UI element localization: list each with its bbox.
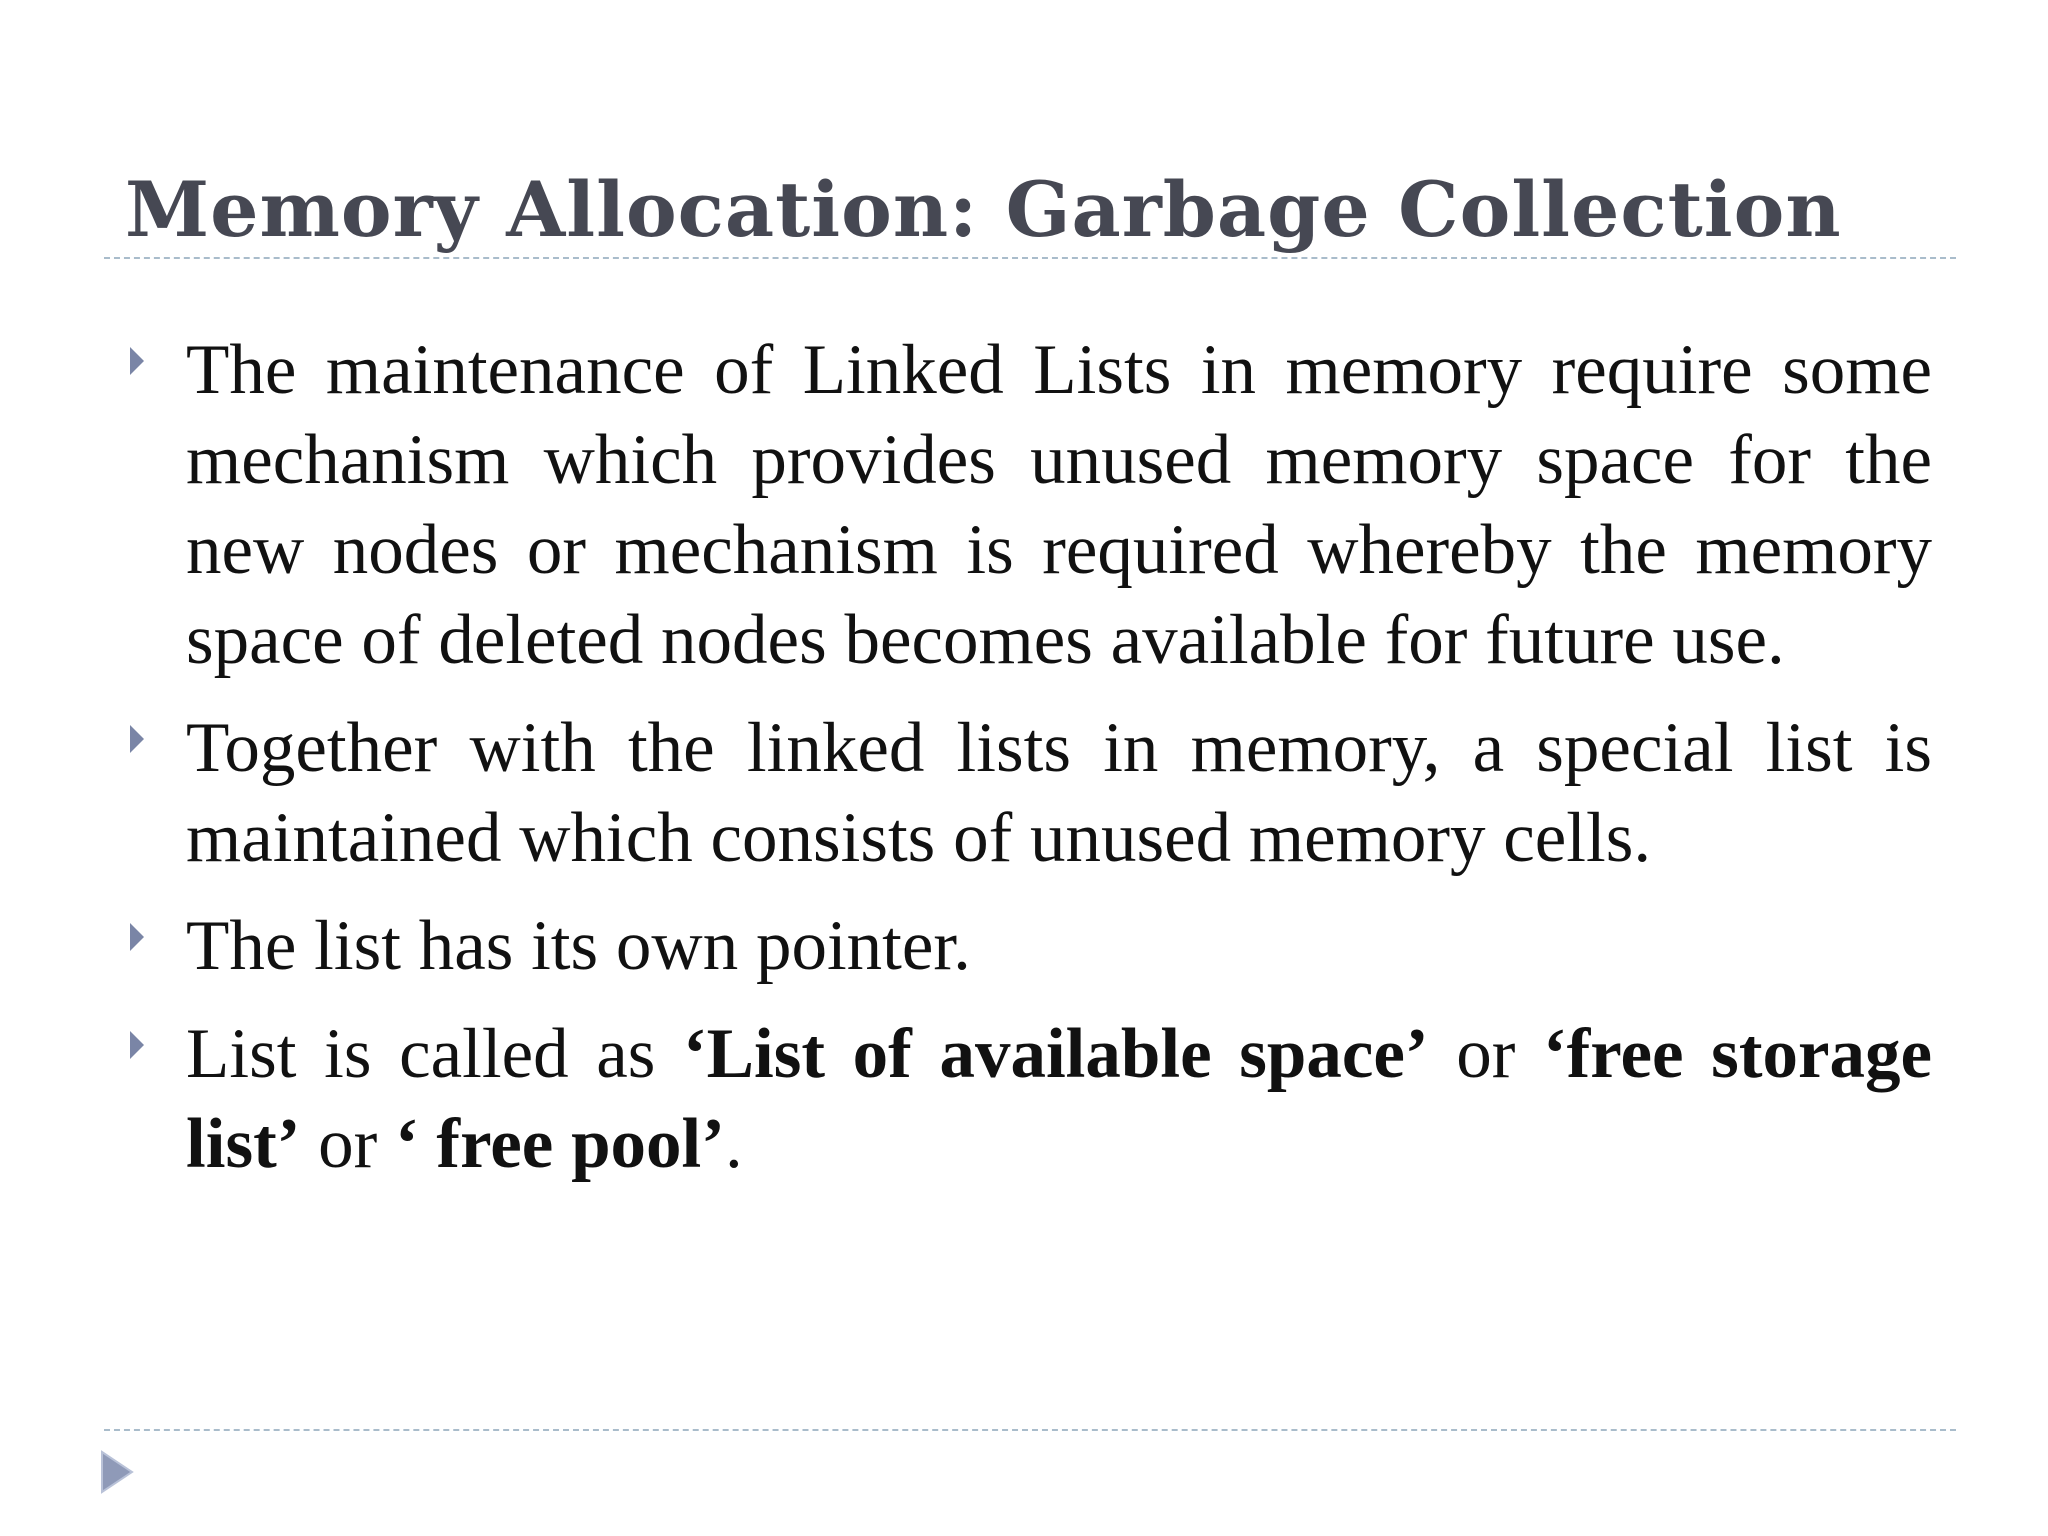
bold-term: ‘free storage list’ — [186, 1015, 1932, 1183]
triangle-right-icon — [130, 923, 144, 951]
triangle-right-icon — [130, 1031, 144, 1059]
bullet-text: The list has its own pointer. — [186, 907, 971, 985]
bullet-text: The maintenance of Linked Lists in memory require some mechanism which provides unused memory space for the new nodes or mechanism is required whereby the memory space of deleted nodes becomes available for future use. — [186, 331, 1932, 679]
text-run: List is called as — [186, 1015, 684, 1093]
slide-title: Memory Allocation: Garbage Collection — [125, 165, 1842, 254]
bold-term: ‘ free pool’ — [395, 1105, 725, 1183]
bullet-item — [120, 325, 1932, 685]
bullet-text: Together with the linked lists in memory, a special list is maintained which consists of unused memory cells. — [186, 709, 1932, 877]
text-run: or — [1428, 1015, 1543, 1093]
bullet-item — [120, 703, 1932, 883]
title-divider — [104, 257, 1956, 259]
bullet-list — [120, 325, 1932, 1207]
bold-term: ‘List of available space’ — [683, 1015, 1429, 1093]
footer-divider — [104, 1429, 1956, 1431]
bullet-text — [186, 1009, 1932, 1189]
bullet-item — [120, 901, 1932, 991]
bullet-item — [120, 1009, 1932, 1189]
text-run: . — [724, 1105, 743, 1183]
text-run: or — [300, 1105, 396, 1183]
triangle-right-icon — [130, 725, 144, 753]
play-arrow-icon[interactable] — [100, 1450, 134, 1494]
triangle-right-icon — [130, 347, 144, 375]
